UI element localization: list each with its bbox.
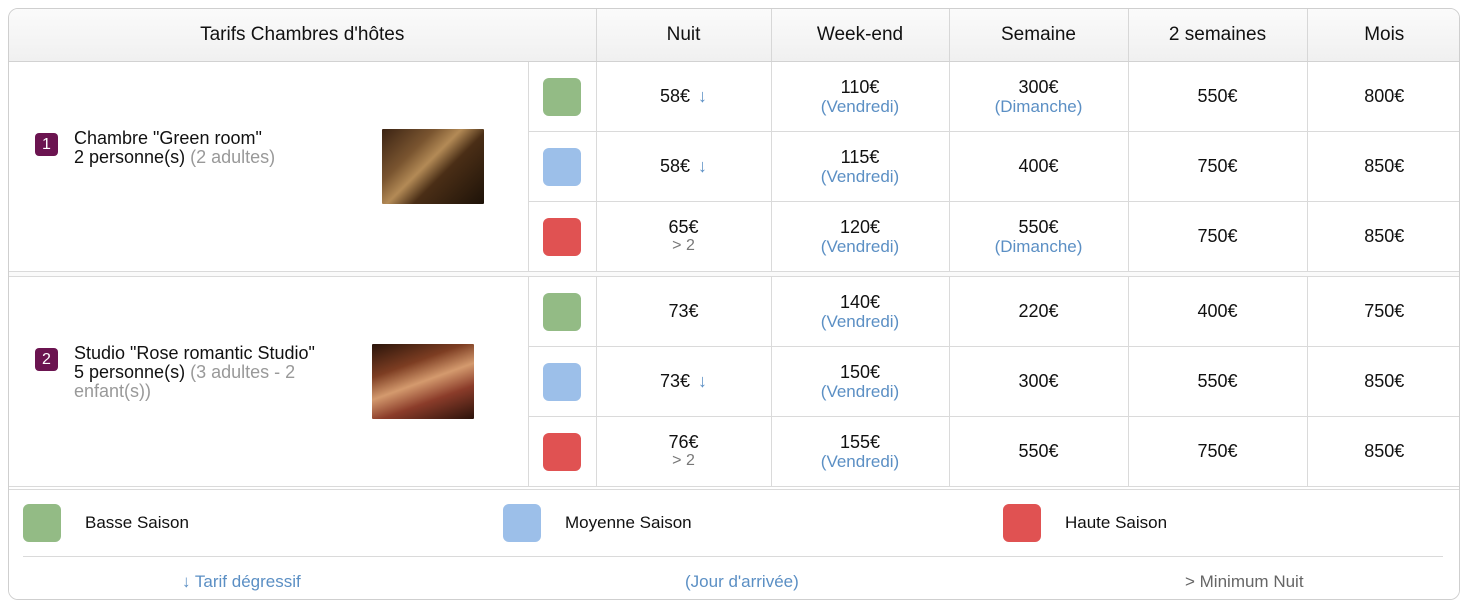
moyenne-saison-swatch — [543, 148, 581, 186]
room-photo[interactable] — [382, 129, 484, 204]
price-nuit: 73€ ↓ — [596, 347, 771, 417]
legend — [9, 489, 1459, 600]
price-nuit: 65€ > 2 — [596, 202, 771, 272]
legend-arrivee: (Jour d'arrivée) — [685, 572, 799, 591]
price-mois: 850€ — [1307, 202, 1460, 272]
degressif-arrow-icon: ↓ — [698, 156, 708, 176]
room-name[interactable]: Chambre "Green room" — [74, 128, 262, 148]
season-swatch — [528, 62, 596, 132]
room-number-badge: 2 — [35, 348, 58, 371]
price-nuit: 73€ — [596, 277, 771, 347]
legend-moyenne-label: Moyenne Saison — [565, 513, 692, 532]
room-2-info — [74, 344, 354, 401]
rates-table — [9, 9, 1460, 487]
price-2-semaines: 550€ — [1128, 62, 1307, 132]
room-1-cell — [9, 62, 528, 272]
price-semaine: 300€ — [949, 347, 1128, 417]
price-2-semaines: 400€ — [1128, 277, 1307, 347]
season-legend — [23, 490, 1443, 557]
price-nuit: 58€ ↓ — [596, 132, 771, 202]
legend-moyenne — [503, 504, 692, 542]
haute-saison-swatch — [543, 433, 581, 471]
legend-haute-label: Haute Saison — [1065, 513, 1168, 532]
price-2-semaines: 750€ — [1128, 202, 1307, 272]
col-nuit: Nuit — [596, 9, 771, 62]
col-weekend: Week-end — [771, 9, 949, 62]
price-2-semaines: 750€ — [1128, 417, 1307, 487]
table-row — [9, 277, 1460, 347]
basse-saison-swatch — [543, 78, 581, 116]
price-2-semaines: 550€ — [1128, 347, 1307, 417]
room-number-badge: 1 — [35, 133, 58, 156]
price-weekend: 155€ (Vendredi) — [771, 417, 949, 487]
price-nuit: 58€ ↓ — [596, 62, 771, 132]
room-capacity: 2 personne(s) — [74, 147, 186, 167]
season-swatch — [528, 347, 596, 417]
room-photo[interactable] — [372, 344, 474, 419]
price-semaine: 550€ — [949, 417, 1128, 487]
moyenne-saison-swatch — [543, 363, 581, 401]
col-mois: Mois — [1307, 9, 1460, 62]
price-mois: 850€ — [1307, 347, 1460, 417]
price-mois: 800€ — [1307, 62, 1460, 132]
legend-haute — [1003, 504, 1167, 542]
price-mois: 750€ — [1307, 277, 1460, 347]
room-detail: (2 adultes) — [190, 147, 276, 167]
moyenne-saison-swatch — [503, 504, 541, 542]
degressif-arrow-icon: ↓ — [698, 371, 708, 391]
price-weekend: 140€ (Vendredi) — [771, 277, 949, 347]
legend-basse — [23, 504, 189, 542]
room-name[interactable]: Studio "Rose romantic Studio" — [74, 343, 315, 363]
basse-saison-swatch — [23, 504, 61, 542]
season-swatch — [528, 277, 596, 347]
price-nuit: 76€ > 2 — [596, 417, 771, 487]
room-detail: (3 adultes - 2 enfant(s)) — [74, 362, 296, 401]
room-2-cell — [9, 277, 528, 487]
legend-basse-label: Basse Saison — [85, 513, 189, 532]
legend-minimum: > Minimum Nuit — [1185, 572, 1304, 591]
price-weekend: 150€ (Vendredi) — [771, 347, 949, 417]
haute-saison-swatch — [543, 218, 581, 256]
season-swatch — [528, 132, 596, 202]
price-weekend: 120€ (Vendredi) — [771, 202, 949, 272]
price-2-semaines: 750€ — [1128, 132, 1307, 202]
price-mois: 850€ — [1307, 417, 1460, 487]
price-semaine: 300€ (Dimanche) — [949, 62, 1128, 132]
price-semaine: 550€ (Dimanche) — [949, 202, 1128, 272]
room-1-info — [74, 129, 364, 167]
price-weekend: 110€ (Vendredi) — [771, 62, 949, 132]
rates-panel — [8, 8, 1460, 600]
room-capacity: 5 personne(s) — [74, 362, 186, 382]
table-row — [9, 62, 1460, 132]
degressif-arrow-icon: ↓ — [698, 86, 708, 106]
col-semaine: Semaine — [949, 9, 1128, 62]
table-header — [9, 9, 1460, 62]
price-semaine: 220€ — [949, 277, 1128, 347]
haute-saison-swatch — [1003, 504, 1041, 542]
price-weekend: 115€ (Vendredi) — [771, 132, 949, 202]
season-swatch — [528, 417, 596, 487]
basse-saison-swatch — [543, 293, 581, 331]
price-semaine: 400€ — [949, 132, 1128, 202]
table-title: Tarifs Chambres d'hôtes — [9, 9, 596, 62]
season-swatch — [528, 202, 596, 272]
price-mois: 850€ — [1307, 132, 1460, 202]
col-2-semaines: 2 semaines — [1128, 9, 1307, 62]
legend-degressif: ↓ Tarif dégressif — [182, 572, 301, 591]
